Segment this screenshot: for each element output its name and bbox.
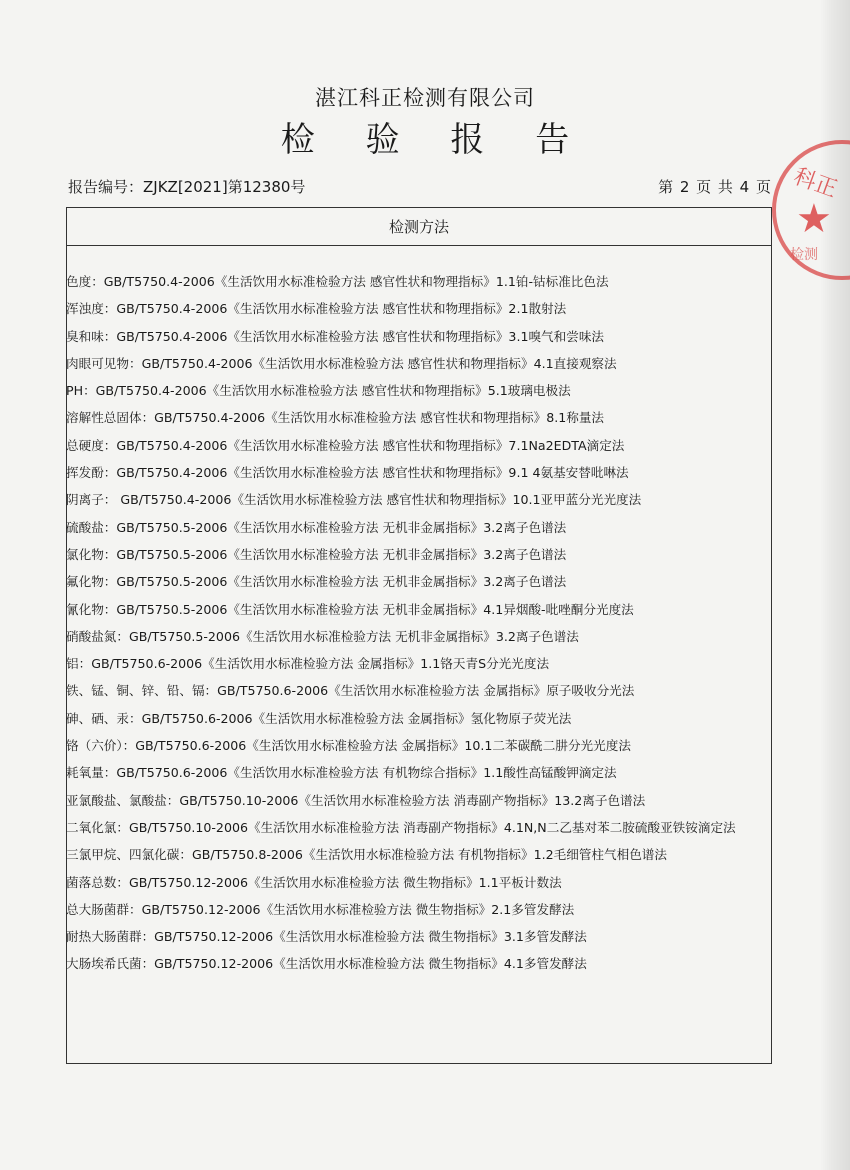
method-row: 肉眼可见物：GB/T5750.4-2006《生活饮用水标准检验方法 感官性状和物理指标》4.1直接观察法: [66, 355, 617, 371]
method-row: 大肠埃希氏菌：GB/T5750.12-2006《生活饮用水标准检验方法 微生物指标》4.1多管发酵法: [66, 956, 587, 972]
seal-text: 科正: [790, 164, 841, 203]
method-row: 氰化物：GB/T5750.5-2006《生活饮用水标准检验方法 无机非金属指标》4.1异烟酸-吡唑酮分光度法: [66, 601, 634, 617]
method-row: PH：GB/T5750.4-2006《生活饮用水标准检验方法 感官性状和物理指标》5.1玻璃电极法: [66, 383, 571, 399]
seal-lower-text: 检测: [790, 247, 818, 263]
method-row: 氟化物：GB/T5750.5-2006《生活饮用水标准检验方法 无机非金属指标》3.2离子色谱法: [66, 574, 567, 590]
method-row: 溶解性总固体：GB/T5750.4-2006《生活饮用水标准检验方法 感官性状和物理指标》8.1称量法: [66, 410, 605, 426]
report-number: 报告编号：ZJKZ[2021]第12380号: [68, 178, 306, 196]
method-row: 阴离子： GB/T5750.4-2006《生活饮用水标准检验方法 感官性状和物理指标》10.1亚甲蓝分光光度法: [66, 492, 642, 508]
method-row: 耐热大肠菌群：GB/T5750.12-2006《生活饮用水标准检验方法 微生物指标》3.1多管发酵法: [66, 929, 587, 945]
method-row: 色度：GB/T5750.4-2006《生活饮用水标准检验方法 感官性状和物理指标》1.1铂-钴标准比色法: [66, 274, 609, 289]
company-seal: [772, 140, 850, 280]
method-row: 硝酸盐氮：GB/T5750.5-2006《生活饮用水标准检验方法 无机非金属指标》3.2离子色谱法: [66, 628, 579, 644]
page-indicator: 第 2 页 共 4 页: [658, 178, 772, 196]
document-title: 检 验 报 告: [280, 120, 590, 160]
company-name: 湛江科正检测有限公司: [315, 86, 535, 110]
method-list: [66, 268, 772, 978]
method-row: 砷、硒、汞：GB/T5750.6-2006《生活饮用水标准检验方法 金属指标》氢化物原子荧光法: [66, 710, 572, 726]
method-row: 亚氯酸盐、氯酸盐：GB/T5750.10-2006《生活饮用水标准检验方法 消毒副产物指标》13.2离子色谱法: [66, 792, 646, 808]
method-row: 铁、锰、铜、锌、铅、镉：GB/T5750.6-2006《生活饮用水标准检验方法 金属指标》原子吸收分光法: [66, 683, 635, 699]
method-row: 二氧化氯：GB/T5750.10-2006《生活饮用水标准检验方法 消毒副产物指标》4.1N,N二乙基对苯二胺硫酸亚铁铵滴定法: [66, 819, 736, 835]
method-row: 挥发酚：GB/T5750.4-2006《生活饮用水标准检验方法 感官性状和物理指标》9.1 4氨基安替吡啉法: [66, 465, 629, 481]
method-row: 总硬度：GB/T5750.4-2006《生活饮用水标准检验方法 感官性状和物理指标》7.1Na2EDTA滴定法: [66, 437, 625, 453]
method-row: 三氯甲烷、四氯化碳：GB/T5750.8-2006《生活饮用水标准检验方法 有机物指标》1.2毛细管柱气相色谱法: [66, 847, 667, 863]
method-row: 硫酸盐：GB/T5750.5-2006《生活饮用水标准检验方法 无机非金属指标》3.2离子色谱法: [66, 519, 567, 535]
method-row: 臭和味：GB/T5750.4-2006《生活饮用水标准检验方法 感官性状和物理指标》3.1嗅气和尝味法: [66, 328, 605, 344]
table-heading: 检测方法: [67, 208, 771, 246]
method-row: 铝：GB/T5750.6-2006《生活饮用水标准检验方法 金属指标》1.1铬天青S分光光度法: [66, 656, 550, 672]
method-row: 铬（六价）：GB/T5750.6-2006《生活饮用水标准检验方法 金属指标》10.1二苯碳酰二肼分光光度法: [66, 738, 631, 754]
seal-star-icon: ★: [796, 196, 832, 242]
method-row: 耗氧量：GB/T5750.6-2006《生活饮用水标准检验方法 有机物综合指标》1.1酸性高锰酸钾滴定法: [66, 765, 617, 781]
method-row: 菌落总数：GB/T5750.12-2006《生活饮用水标准检验方法 微生物指标》1.1平板计数法: [66, 874, 562, 890]
method-row: 氯化物：GB/T5750.5-2006《生活饮用水标准检验方法 无机非金属指标》3.2离子色谱法: [66, 546, 567, 562]
method-row: 浑浊度：GB/T5750.4-2006《生活饮用水标准检验方法 感官性状和物理指标》2.1散射法: [66, 301, 567, 317]
method-row: 总大肠菌群：GB/T5750.12-2006《生活饮用水标准检验方法 微生物指标》2.1多管发酵法: [66, 901, 575, 917]
